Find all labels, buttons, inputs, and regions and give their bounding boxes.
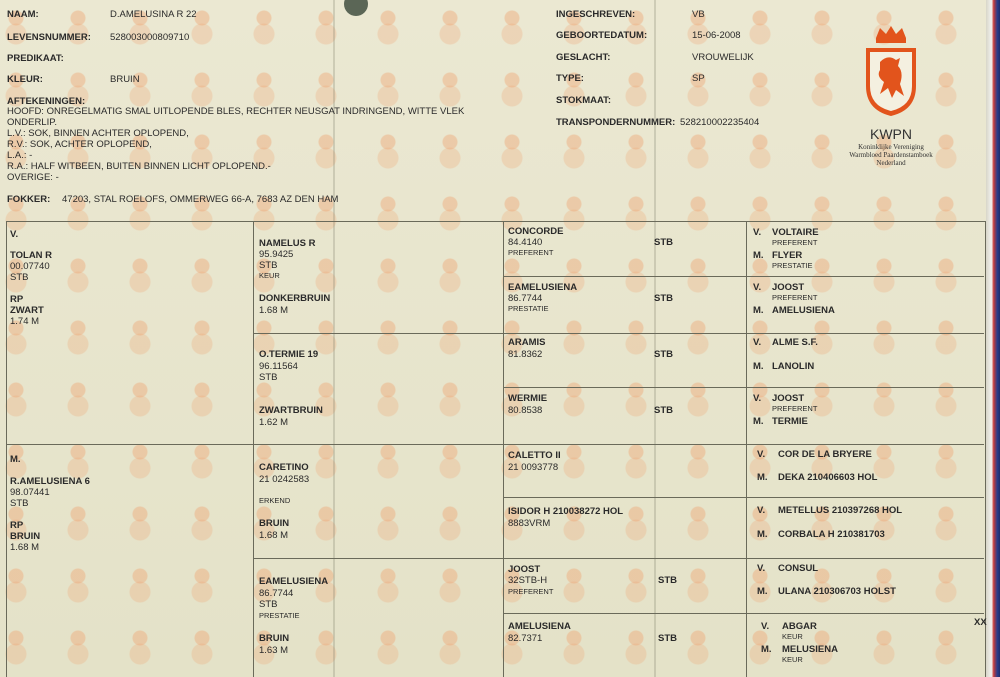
gen4-v-tag: V. xyxy=(757,449,766,460)
dam-stb: STB xyxy=(10,498,29,509)
gen3-number: 82.7371 xyxy=(508,633,543,644)
gen3-name: JOOST xyxy=(508,564,541,575)
gen2-name: NAMELUS R xyxy=(259,238,316,249)
gen2-number: 95.9425 xyxy=(259,249,294,260)
logo-name: KWPN xyxy=(870,126,912,142)
gen2-height: 1.68 M xyxy=(259,305,289,316)
gen4-sire-predikaat: PREFERENT xyxy=(772,404,818,413)
gen3-name: ARAMIS xyxy=(508,337,546,348)
gen3-stb: STB xyxy=(654,293,673,304)
gen4-dam: MELUSIENA xyxy=(782,644,838,655)
grid-line xyxy=(253,558,984,559)
gen3-stb: STB xyxy=(654,349,673,360)
sire-color: ZWART xyxy=(10,305,44,316)
sire-tag: V. xyxy=(10,229,19,240)
kwpn-logo xyxy=(849,24,933,167)
gen2-name: O.TERMIE 19 xyxy=(259,349,319,360)
gen3-number: 86.7744 xyxy=(508,293,543,304)
gen4-v-tag: V. xyxy=(757,505,766,516)
gen3-name: CALETTO II xyxy=(508,450,561,461)
dam-number: 98.07441 xyxy=(10,487,50,498)
aftekeningen-line: OVERIGE: - xyxy=(7,172,59,183)
grid-line xyxy=(253,333,984,334)
logo-sub-line: Warmbloed Paardenstamboek xyxy=(849,151,933,159)
naam-label: NAAM: xyxy=(7,9,39,20)
gen4-sire: CONSUL xyxy=(778,563,819,574)
gen2-stb: STB xyxy=(259,260,278,271)
gen4-sire: COR DE LA BRYERE xyxy=(778,449,872,460)
aftekeningen-label: AFTEKENINGEN: xyxy=(7,96,86,107)
aftekeningen-line: L.V.: SOK, BINNEN ACHTER OPLOPEND, xyxy=(7,128,189,139)
gen4-dam: ULANA 210306703 HOLST xyxy=(778,586,896,597)
gen4-sire-predikaat: KEUR xyxy=(782,632,803,641)
dam-predikaat: RP xyxy=(10,520,24,531)
punch-hole xyxy=(344,0,368,16)
transponder-label: TRANSPONDERNUMMER: xyxy=(556,117,676,128)
gen3-number: 21 0093778 xyxy=(508,462,559,473)
gen2-height: 1.68 M xyxy=(259,530,289,541)
naam-value: D.AMELUSINA R 22 xyxy=(110,9,197,20)
stokmaat-label: STOKMAAT: xyxy=(556,95,612,106)
gen3-predikaat: PRESTATIE xyxy=(508,304,549,313)
gen4-v-tag: V. xyxy=(761,621,770,632)
sire-predikaat: RP xyxy=(10,294,24,305)
page-edge xyxy=(986,0,1000,677)
gen3-stb: STB xyxy=(658,575,677,586)
dam-name: R.AMELUSIENA 6 xyxy=(10,476,90,487)
corner-mark: XX xyxy=(974,617,987,628)
gen4-dam: AMELUSIENA xyxy=(772,305,835,316)
grid-line xyxy=(503,497,984,498)
grid-line xyxy=(503,276,984,277)
geslacht-label: GESLACHT: xyxy=(556,52,611,63)
aftekeningen-line: HOOFD: ONREGELMATIG SMAL UITLOPENDE BLES, RECHTER NEUSGAT INDRINGEND, WITTE VLEK xyxy=(7,106,465,117)
gen3-name: AMELUSIENA xyxy=(508,621,571,632)
gen4-sire-predikaat: PREFERENT xyxy=(772,238,818,247)
gen3-number: 84.4140 xyxy=(508,237,543,248)
gen4-v-tag: V. xyxy=(753,227,762,238)
gen4-m-tag: M. xyxy=(757,586,768,597)
dam-tag: M. xyxy=(10,454,21,465)
gen3-name: CONCORDE xyxy=(508,226,564,237)
gen3-name: WERMIE xyxy=(508,393,548,404)
gen2-color: DONKERBRUIN xyxy=(259,293,331,304)
sire-name: TOLAN R xyxy=(10,250,53,261)
gen4-dam: LANOLIN xyxy=(772,361,815,372)
gen4-dam-predikaat: KEUR xyxy=(782,655,803,664)
gen4-m-tag: M. xyxy=(753,416,764,427)
gen3-number: 32STB-H xyxy=(508,575,548,586)
grid-line xyxy=(503,387,984,388)
dam-height: 1.68 M xyxy=(10,542,40,553)
type-value: SP xyxy=(692,73,705,84)
grid-line xyxy=(746,221,747,677)
geboortedatum-value: 15-06-2008 xyxy=(692,30,741,41)
gen2-height: 1.63 M xyxy=(259,645,289,656)
gen2-color: ZWARTBRUIN xyxy=(259,405,323,416)
sire-height: 1.74 M xyxy=(10,316,40,327)
ingeschreven-value: VB xyxy=(692,9,705,20)
kleur-label: KLEUR: xyxy=(7,74,43,85)
dam-color: BRUIN xyxy=(10,531,41,542)
gen4-m-tag: M. xyxy=(761,644,772,655)
gen2-name: EAMELUSIENA xyxy=(259,576,329,587)
gen3-stb: STB xyxy=(654,237,673,248)
gen3-name: ISIDOR H 210038272 HOL xyxy=(508,506,624,517)
gen2-height: 1.62 M xyxy=(259,417,289,428)
gen4-v-tag: V. xyxy=(753,282,762,293)
gen2-color: BRUIN xyxy=(259,633,290,644)
logo-sub-line: Koninklijke Vereniging xyxy=(858,143,924,151)
type-label: TYPE: xyxy=(556,73,584,84)
gen4-sire: JOOST xyxy=(772,282,805,293)
grid-line xyxy=(6,444,984,445)
gen3-stb: STB xyxy=(658,633,677,644)
gen4-v-tag: V. xyxy=(753,393,762,404)
grid-line xyxy=(253,221,254,677)
gen4-sire: VOLTAIRE xyxy=(772,227,819,238)
grid-line xyxy=(503,613,984,614)
gen4-m-tag: M. xyxy=(757,529,768,540)
gen4-dam: CORBALA H 210381703 xyxy=(778,529,885,540)
gen4-m-tag: M. xyxy=(753,305,764,316)
gen4-sire: JOOST xyxy=(772,393,805,404)
gen2-number: 21 0242583 xyxy=(259,474,310,485)
kleur-value: BRUIN xyxy=(110,74,140,85)
aftekeningen-line: L.A.: - xyxy=(7,150,33,161)
sire-number: 00.07740 xyxy=(10,261,50,272)
aftekeningen-line: R.A.: HALF WITBEEN, BUITEN BINNEN LICHT OPLOPEND.- xyxy=(7,161,271,172)
gen4-dam-predikaat: PRESTATIE xyxy=(772,261,813,270)
gen3-predikaat: PREFERENT xyxy=(508,248,554,257)
geboortedatum-label: GEBOORTEDATUM: xyxy=(556,30,648,41)
aftekeningen-line: ONDERLIP. xyxy=(7,117,57,128)
sire-stb: STB xyxy=(10,272,29,283)
gen2-predikaat: KEUR xyxy=(259,271,280,280)
predikaat-label: PREDIKAAT: xyxy=(7,53,64,64)
gen4-sire-predikaat: PREFERENT xyxy=(772,293,818,302)
gen2-predikaat: ERKEND xyxy=(259,496,291,505)
levensnummer-value: 528003000809710 xyxy=(110,32,190,43)
geslacht-value: VROUWELIJK xyxy=(692,52,754,63)
gen4-sire: METELLUS 210397268 HOL xyxy=(778,505,903,516)
gen2-number: 96.11564 xyxy=(259,361,298,372)
ingeschreven-label: INGESCHREVEN: xyxy=(556,9,636,20)
gen4-m-tag: M. xyxy=(753,361,764,372)
gen4-v-tag: V. xyxy=(757,563,766,574)
gen2-color: BRUIN xyxy=(259,518,290,529)
gen2-predikaat: PRESTATIE xyxy=(259,611,300,620)
gen3-number: 8883VRM xyxy=(508,518,551,529)
aftekeningen-line: R.V.: SOK, ACHTER OPLOPEND, xyxy=(7,139,152,150)
gen4-dam: TERMIE xyxy=(772,416,808,427)
gen4-sire: ABGAR xyxy=(782,621,817,632)
fokker-value: 47203, STAL ROELOFS, OMMERWEG 66-A, 7683 AZ DEN HAM xyxy=(62,194,339,205)
gen4-sire: ALME S.F. xyxy=(772,337,818,348)
gen2-name: CARETINO xyxy=(259,462,309,473)
gen2-stb: STB xyxy=(259,599,278,610)
gen3-number: 81.8362 xyxy=(508,349,543,360)
transponder-value: 528210002235404 xyxy=(680,117,760,128)
gen2-number: 86.7744 xyxy=(259,588,294,599)
gen3-name: EAMELUSIENA xyxy=(508,282,578,293)
lion-crest-icon xyxy=(858,24,924,120)
gen4-dam: DEKA 210406603 HOL xyxy=(778,472,878,483)
fokker-label: FOKKER: xyxy=(7,194,51,205)
gen4-m-tag: M. xyxy=(757,472,768,483)
gen2-stb: STB xyxy=(259,372,278,383)
gen3-stb: STB xyxy=(654,405,673,416)
grid-line xyxy=(503,221,504,677)
gen4-v-tag: V. xyxy=(753,337,762,348)
gen3-number: 80.8538 xyxy=(508,405,543,416)
gen3-predikaat: PREFERENT xyxy=(508,587,554,596)
logo-sub-line: Nederland xyxy=(876,159,906,167)
levensnummer-label: LEVENSNUMMER: xyxy=(7,32,91,43)
gen4-dam: FLYER xyxy=(772,250,803,261)
gen4-m-tag: M. xyxy=(753,250,764,261)
